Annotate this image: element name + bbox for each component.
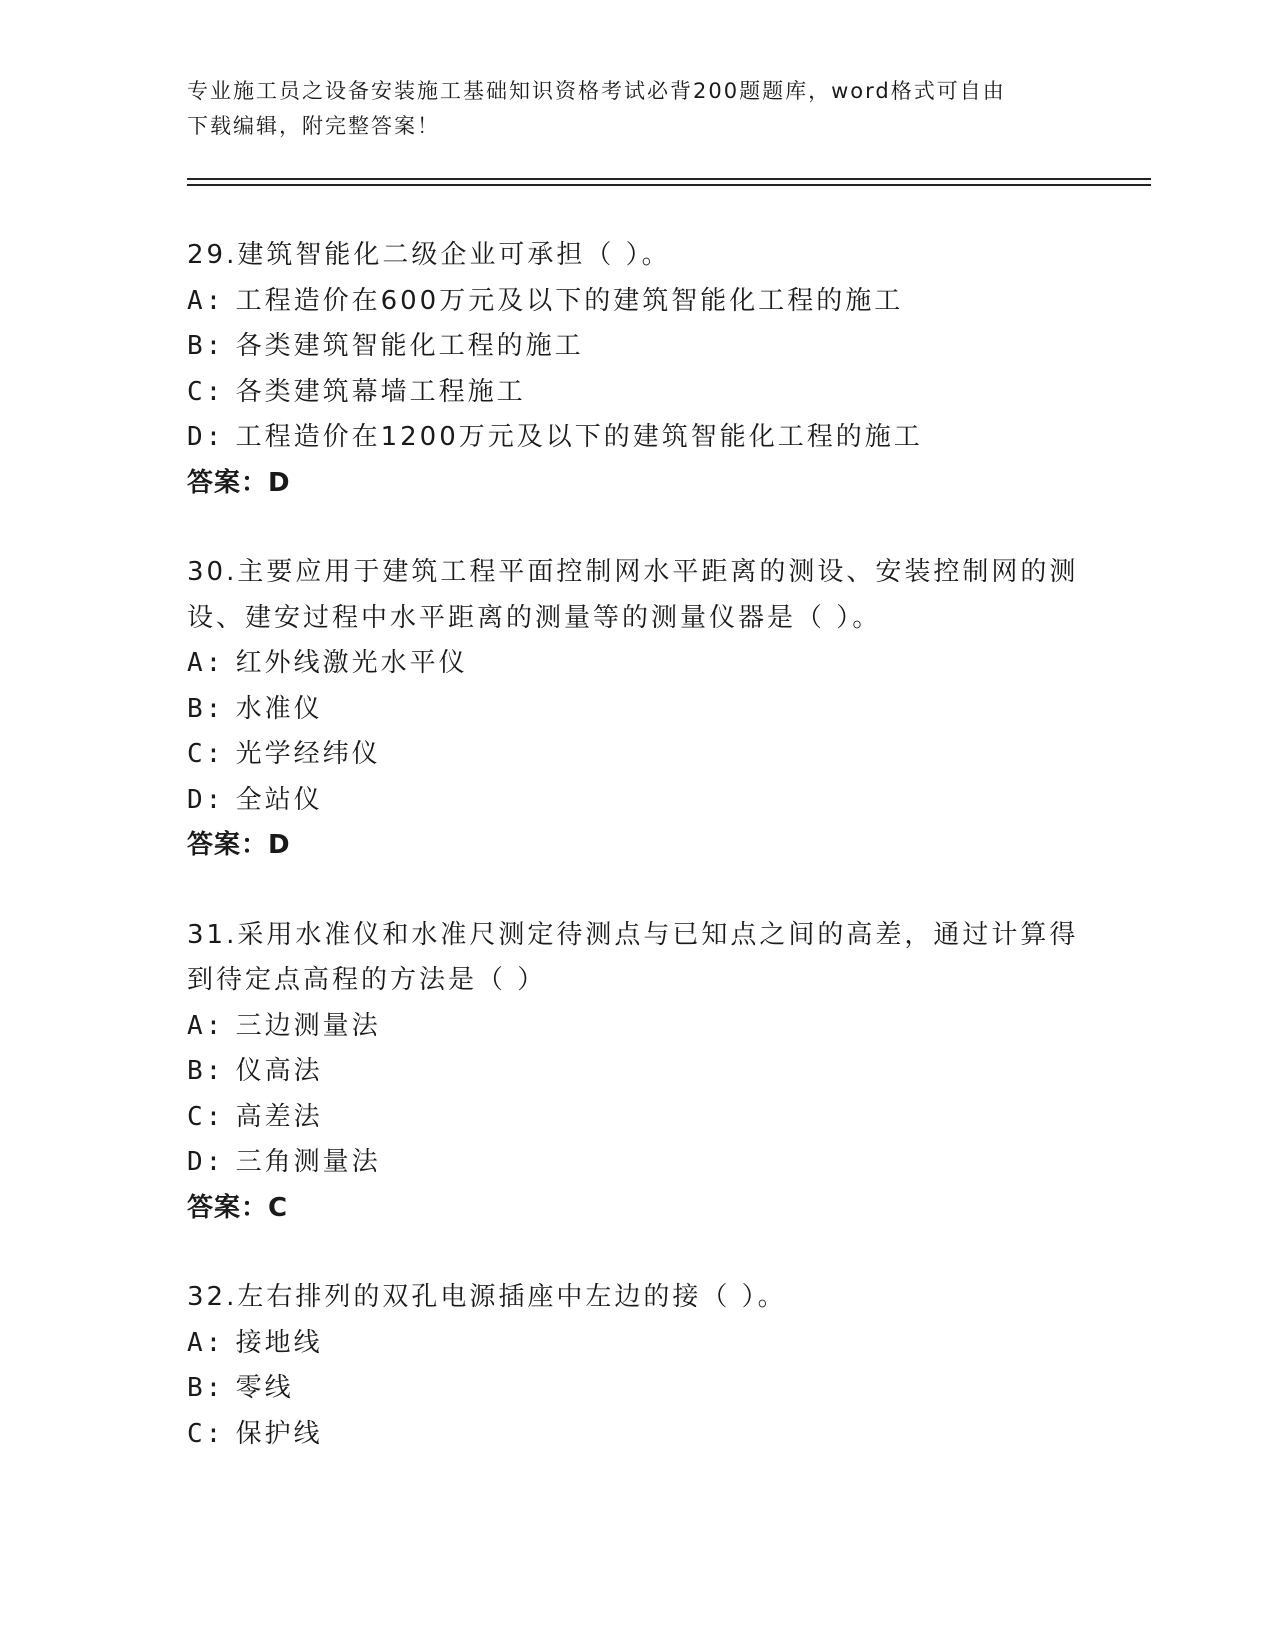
question-stem: 设、建安过程中水平距离的测量等的测量仪器是（ ）。 bbox=[187, 602, 882, 633]
question-block bbox=[187, 1275, 1087, 1457]
question-stem: 到待定点高程的方法是（ ） bbox=[187, 965, 547, 995]
option-letter: A: bbox=[187, 1010, 225, 1041]
option-text: 零线 bbox=[235, 1373, 294, 1403]
answer-option bbox=[187, 1321, 1087, 1367]
question-block bbox=[187, 233, 1087, 506]
question-stem: 31.采用水准仪和水准尺测定待测点与已知点之间的高差，通过计算得 bbox=[187, 919, 1079, 950]
option-letter: B: bbox=[187, 1056, 225, 1086]
answer-key: 答案：C bbox=[187, 1192, 289, 1223]
option-text: 全站仪 bbox=[235, 784, 323, 815]
document-header bbox=[187, 74, 1087, 144]
question-stem: 32.左右排列的双孔电源插座中左边的接（ ）。 bbox=[187, 1282, 787, 1312]
option-text: 工程造价在600万元及以下的建筑智能化工程的施工 bbox=[235, 285, 904, 316]
option-letter: D: bbox=[187, 1147, 225, 1177]
answer-option bbox=[187, 415, 1087, 461]
header-line-1: 专业施工员之设备安装施工基础知识资格考试必背200题题库，word格式可自由 bbox=[187, 79, 1006, 103]
answer-option bbox=[187, 1140, 1087, 1186]
option-text: 水准仪 bbox=[235, 693, 323, 724]
option-text: 接地线 bbox=[235, 1327, 323, 1358]
header-divider-top bbox=[187, 178, 1151, 180]
option-letter: B: bbox=[187, 331, 225, 361]
question-stem: 30.主要应用于建筑工程平面控制网水平距离的测设、安装控制网的测 bbox=[187, 557, 1079, 587]
option-letter: D: bbox=[187, 422, 225, 452]
option-text: 保护线 bbox=[235, 1418, 323, 1449]
option-text: 红外线激光水平仪 bbox=[235, 648, 468, 678]
answer-key: 答案：D bbox=[187, 467, 291, 498]
option-text: 各类建筑智能化工程的施工 bbox=[235, 331, 584, 361]
option-text: 光学经纬仪 bbox=[235, 739, 381, 769]
option-text: 高差法 bbox=[235, 1101, 323, 1132]
answer-option bbox=[187, 1095, 1087, 1141]
header-line-2: 下载编辑，附完整答案！ bbox=[187, 114, 440, 138]
option-text: 工程造价在1200万元及以下的建筑智能化工程的施工 bbox=[235, 422, 923, 452]
option-text: 三角测量法 bbox=[235, 1147, 381, 1177]
option-letter: B: bbox=[187, 693, 225, 724]
option-text: 三边测量法 bbox=[235, 1010, 381, 1041]
option-text: 仪高法 bbox=[235, 1056, 323, 1086]
option-letter: C: bbox=[187, 376, 225, 407]
option-letter: A: bbox=[187, 1327, 225, 1358]
option-letter: B: bbox=[187, 1373, 225, 1403]
option-letter: C: bbox=[187, 739, 225, 769]
option-text: 各类建筑幕墙工程施工 bbox=[235, 376, 526, 407]
option-letter: A: bbox=[187, 648, 225, 678]
answer-option bbox=[187, 1004, 1087, 1050]
question-stem: 29.建筑智能化二级企业可承担（ ）。 bbox=[187, 240, 671, 270]
option-letter: A: bbox=[187, 285, 225, 316]
question-list bbox=[187, 233, 1087, 1501]
answer-key: 答案：D bbox=[187, 830, 291, 860]
option-letter: D: bbox=[187, 784, 225, 815]
answer-option bbox=[187, 279, 1087, 325]
answer-option bbox=[187, 324, 1087, 370]
answer-option bbox=[187, 778, 1087, 824]
answer-option bbox=[187, 732, 1087, 778]
question-block bbox=[187, 913, 1087, 1232]
answer-option bbox=[187, 1366, 1087, 1412]
answer-option bbox=[187, 1412, 1087, 1458]
answer-option bbox=[187, 641, 1087, 687]
question-block bbox=[187, 550, 1087, 869]
option-letter: C: bbox=[187, 1418, 225, 1449]
header-divider-bottom bbox=[187, 184, 1151, 186]
answer-option bbox=[187, 687, 1087, 733]
answer-option bbox=[187, 1049, 1087, 1095]
option-letter: C: bbox=[187, 1101, 225, 1132]
answer-option bbox=[187, 370, 1087, 416]
